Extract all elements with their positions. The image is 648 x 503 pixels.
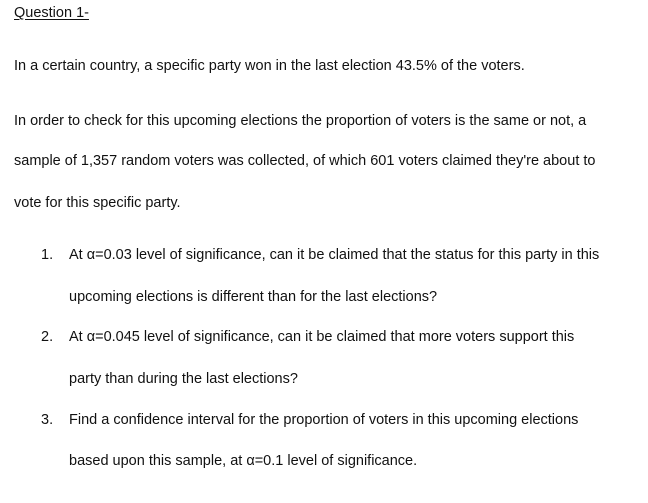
list-item-text: At α=0.03 level of significance, can it be claimed that the status for this party in this [69,247,600,263]
paragraph-line: sample of 1,357 random voters was collected, of which 601 voters claimed they're about to [14,153,596,169]
list-item-number: 2. [41,329,54,345]
list-item-text: upcoming elections is different than for the last elections? [69,289,438,305]
list-item-number: 3. [41,412,54,428]
paragraph-line: In order to check for this upcoming elections the proportion of voters is the same or not, a [14,113,587,129]
list-item-number: 1. [41,247,54,263]
intro-paragraph: In a certain country, a specific party won in the last election 43.5% of the voters. [14,58,525,74]
paragraph-line: vote for this specific party. [14,195,181,211]
list-item-text: Find a confidence interval for the proportion of voters in this upcoming elections [69,412,579,428]
list-item-text: based upon this sample, at α=0.1 level of significance. [69,453,418,469]
question-title: Question 1- [14,5,89,21]
list-item-text: At α=0.045 level of significance, can it be claimed that more voters support this [69,329,575,345]
list-item-text: party than during the last elections? [69,371,298,387]
